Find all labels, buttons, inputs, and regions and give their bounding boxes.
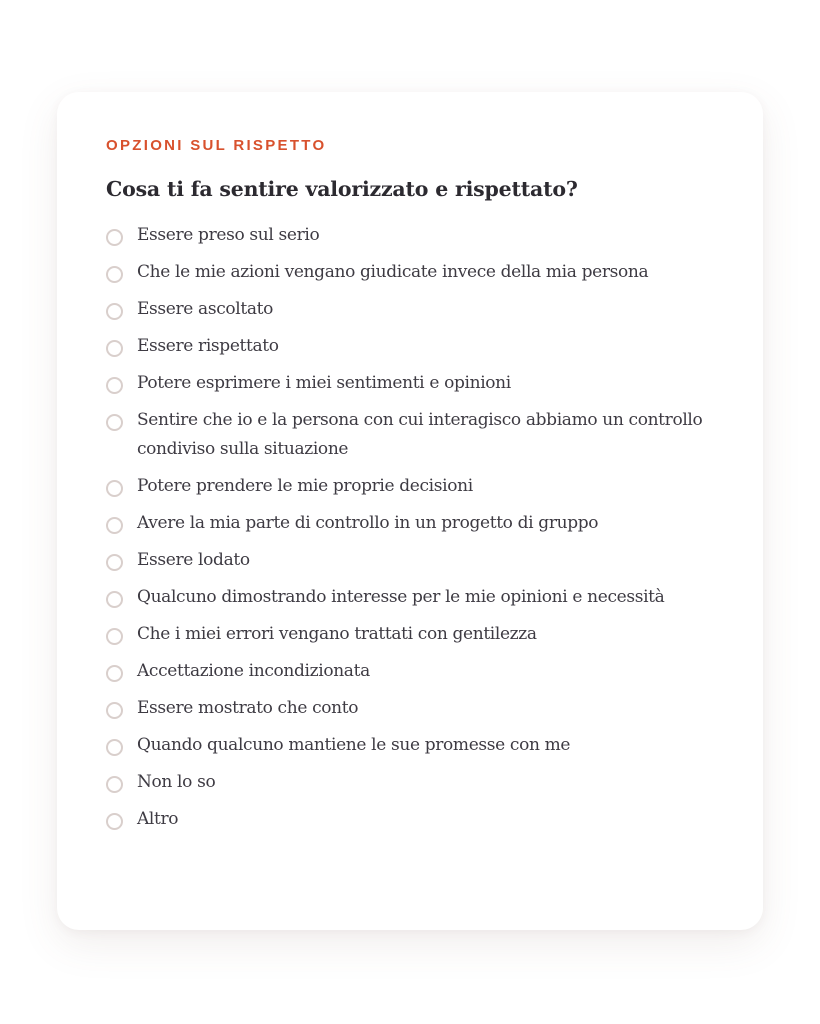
radio-button[interactable] [106,739,123,756]
option-item[interactable] [106,298,715,324]
radio-button[interactable] [106,665,123,682]
option-item[interactable] [106,261,715,287]
option-item[interactable] [106,660,715,686]
option-label: Essere mostrato che conto [137,698,359,718]
option-item[interactable] [106,409,715,464]
option-label: Sentire che io e la persona con cui interagisco abbiamo un controllo condiviso sulla situazione [137,410,703,459]
radio-button[interactable] [106,480,123,497]
option-label: Potere prendere le mie proprie decisioni [137,476,473,496]
question-title: Cosa ti fa sentire valorizzato e rispettato? [106,177,578,201]
option-item[interactable] [106,734,715,760]
option-item[interactable] [106,808,715,834]
option-item[interactable] [106,623,715,649]
radio-button[interactable] [106,813,123,830]
option-label: Accettazione incondizionata [137,661,370,681]
option-label: Potere esprimere i miei sentimenti e opinioni [137,373,511,393]
option-item[interactable] [106,372,715,398]
radio-button[interactable] [106,628,123,645]
option-item[interactable] [106,697,715,723]
option-item[interactable] [106,549,715,575]
question-card [57,92,763,930]
option-item[interactable] [106,224,715,250]
option-label: Essere ascoltato [137,299,273,319]
option-label: Che le mie azioni vengano giudicate invece della mia persona [137,262,649,282]
option-item[interactable] [106,771,715,797]
radio-button[interactable] [106,377,123,394]
option-item[interactable] [106,586,715,612]
option-label: Essere preso sul serio [137,225,320,245]
option-label: Essere rispettato [137,336,279,356]
radio-button[interactable] [106,340,123,357]
radio-button[interactable] [106,229,123,246]
radio-button[interactable] [106,517,123,534]
radio-button[interactable] [106,303,123,320]
option-label: Altro [137,809,179,829]
option-label: Avere la mia parte di controllo in un progetto di gruppo [137,513,599,533]
radio-button[interactable] [106,414,123,431]
option-item[interactable] [106,335,715,361]
section-eyebrow: OPZIONI SUL RISPETTO [106,137,327,154]
radio-button[interactable] [106,591,123,608]
option-label: Quando qualcuno mantiene le sue promesse con me [137,735,571,755]
option-label: Essere lodato [137,550,250,570]
options-list [106,224,715,834]
option-label: Che i miei errori vengano trattati con gentilezza [137,624,537,644]
option-item[interactable] [106,475,715,501]
option-label: Non lo so [137,772,216,792]
radio-button[interactable] [106,702,123,719]
radio-button[interactable] [106,554,123,571]
option-label: Qualcuno dimostrando interesse per le mie opinioni e necessità [137,587,665,607]
radio-button[interactable] [106,266,123,283]
radio-button[interactable] [106,776,123,793]
option-item[interactable] [106,512,715,538]
